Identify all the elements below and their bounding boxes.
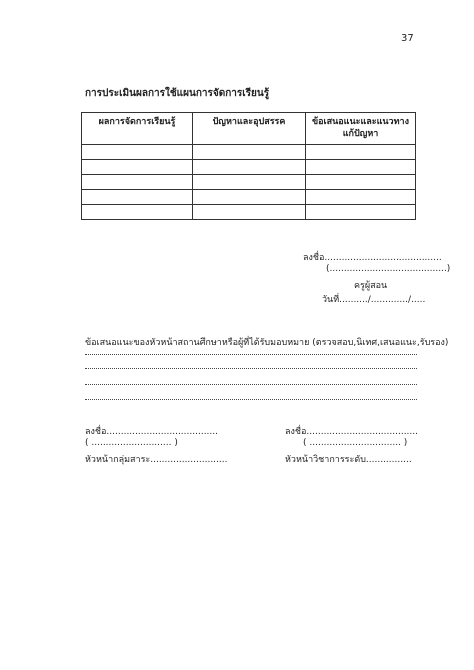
comment-line (85, 399, 417, 400)
left-role-line: หัวหน้ากลุ่มสาระ........................... (85, 455, 228, 465)
table-cell (193, 175, 306, 190)
table-cell (193, 145, 306, 160)
table-cell (82, 190, 193, 205)
left-name-line: ( ............................ ) (85, 438, 178, 448)
table-cell (193, 160, 306, 175)
table-row (82, 205, 416, 220)
table-cell (306, 205, 416, 220)
page-number: 37 (401, 33, 414, 44)
table-body (82, 145, 416, 220)
table-cell (82, 205, 193, 220)
right-name-line: ( ................................ ) (303, 438, 408, 448)
table-cell (82, 145, 193, 160)
teacher-date-line: วันที่........../............./..... (322, 295, 426, 305)
table-cell (193, 190, 306, 205)
comment-label: ข้อเสนอแนะของหัวหน้าสถานศึกษาหรือผู้ที่ได้รับมอบหมาย (ตรวจสอบ,นิเทศ,เสนอแนะ,รับรอง) (85, 338, 449, 348)
table-cell (306, 190, 416, 205)
teacher-role: ครูผู้สอน (354, 281, 388, 291)
table-row (82, 145, 416, 160)
right-sign-line: ลงชื่อ....................................... (285, 427, 418, 437)
left-sign-line: ลงชื่อ....................................... (85, 427, 218, 437)
teacher-name-line: (.........................................) (326, 264, 451, 274)
table-row (82, 175, 416, 190)
table-cell (82, 160, 193, 175)
table-row (82, 190, 416, 205)
table-cell (193, 205, 306, 220)
teacher-sign-line: ลงชื่อ......................................... (303, 253, 442, 263)
header-learning-results: ผลการจัดการเรียนรู้ (82, 113, 193, 145)
comment-line (85, 354, 417, 355)
table-cell (306, 145, 416, 160)
section-title: การประเมินผลการใช้แผนการจัดการเรียนรู้ (85, 88, 270, 99)
table-row (82, 160, 416, 175)
table-cell (306, 160, 416, 175)
header-suggestions: ข้อเสนอแนะและแนวทาง แก้ปัญหา (306, 113, 416, 145)
table-cell (82, 175, 193, 190)
evaluation-table (81, 112, 416, 220)
right-role-line: หัวหน้าวิชาการระดับ................ (285, 455, 412, 465)
table-cell (306, 175, 416, 190)
comment-line (85, 368, 417, 369)
table-header-row (82, 113, 416, 145)
comment-line (85, 384, 417, 385)
header-problems: ปัญหาและอุปสรรค (193, 113, 306, 145)
